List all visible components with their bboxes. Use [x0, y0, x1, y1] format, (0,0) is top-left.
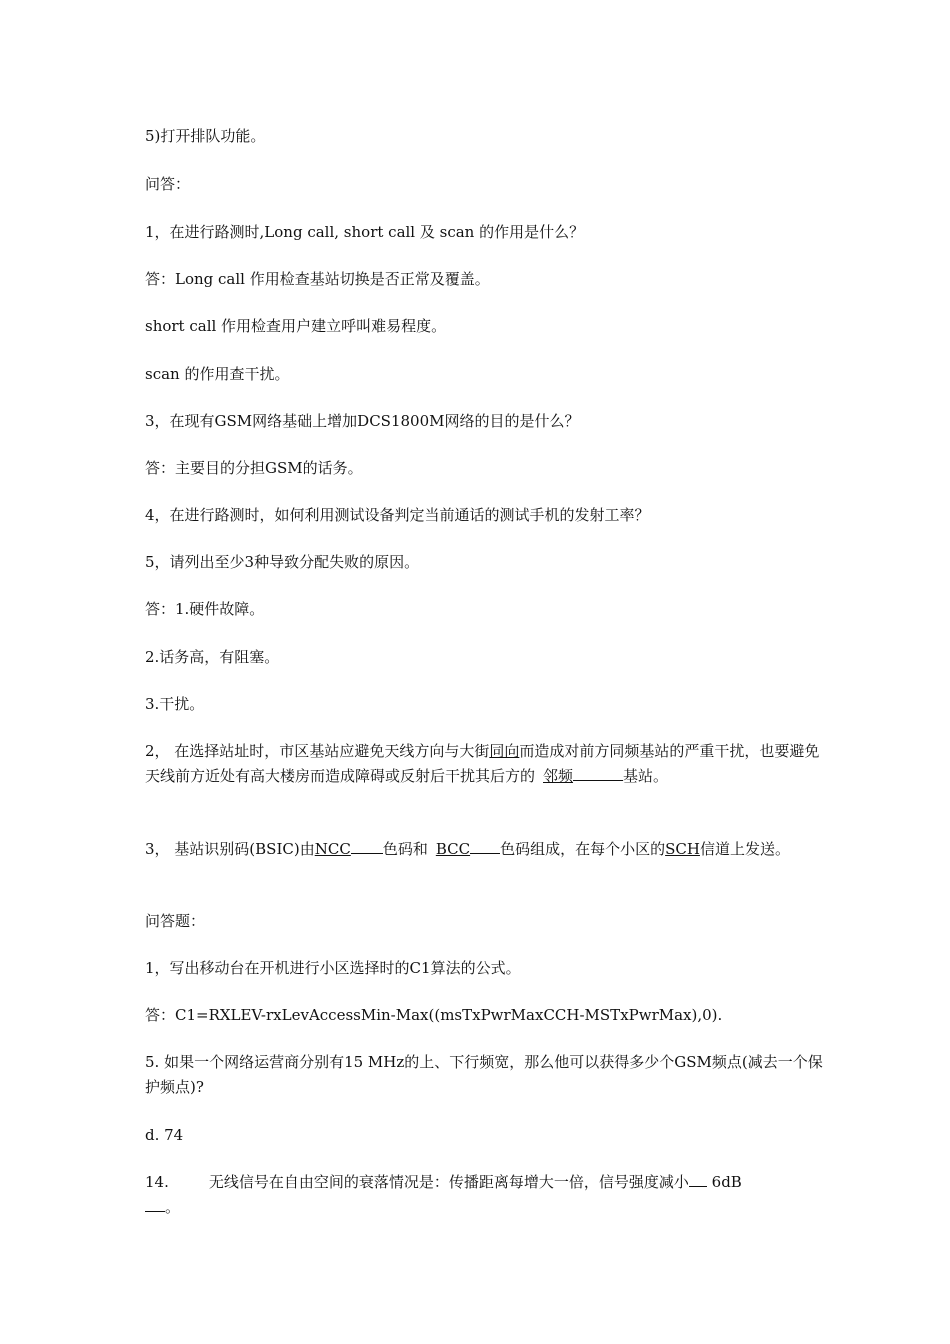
- blank-line: [689, 1170, 707, 1187]
- answer-line: scan 的作用查干扰。: [145, 365, 290, 383]
- blank-answer: SCH: [665, 840, 700, 858]
- question-line: 4，在进行路测时，如何利用测试设备判定当前通话的测试手机的发射工率？: [145, 506, 650, 524]
- answer-line: short call 作用检查用户建立呼叫难易程度。: [145, 317, 447, 335]
- answer-line: 答：C1=RXLEV-rxLevAccessMin-Max((msTxPwrMaxCCH-MSTxPwrMax),0).: [145, 1006, 723, 1024]
- blank-answer: NCC: [314, 840, 351, 858]
- question-line: 5，请列出至少3种导致分配失败的原因。: [145, 553, 420, 571]
- answer-line: 答：Long call 作用检查基站切换是否正常及覆盖。: [145, 270, 490, 288]
- answer-line: 答：1.硬件故障。: [145, 600, 265, 618]
- blank-line: [145, 1195, 165, 1212]
- blank-answer: BCC: [435, 840, 471, 858]
- answer-line: d. 74: [145, 1126, 184, 1144]
- question-line: 1，写出移动台在开机进行小区选择时的C1算法的公式。: [145, 959, 521, 977]
- answer-line: 答：主要目的分担GSM的话务。: [145, 459, 363, 477]
- answer-line: 3.干扰。: [145, 695, 205, 713]
- fill-blank-question: 14. 无线信号在自由空间的衰落情况是：传播距离每增大一倍，信号强度减小 6dB 。: [145, 1170, 825, 1220]
- blank-answer: 同向: [489, 742, 520, 760]
- blank-line: [351, 837, 383, 854]
- question-line: 3，在现有GSM网络基础上增加DCS1800M网络的目的是什么？: [145, 412, 580, 430]
- fill-blank-question: 3， 基站识别码(BSIC)由NCC 色码和 BCC 色码组成，在每个小区的SCH信道上发送。: [145, 837, 825, 862]
- section-heading: 问答：: [145, 175, 191, 193]
- text-line: 5)打开排队功能。: [145, 127, 266, 145]
- answer-line: 2.话务高，有阻塞。: [145, 648, 280, 666]
- blank-line: [470, 837, 500, 854]
- question-line: 1，在进行路测时,Long call, short call 及 scan 的作用是什么？: [145, 223, 585, 241]
- question-line: 5. 如果一个网络运营商分别有15 MHz的上、下行频宽，那么他可以获得多少个GSM频点(减去一个保护频点)?: [145, 1053, 823, 1096]
- fill-blank-question: 2， 在选择站址时，市区基站应避免天线方向与大街同向而造成对前方同频基站的严重干扰，也要避免天线前方近处有高大楼房而造成障碍或反射后干扰其后方的 邻频 基站。: [145, 742, 820, 785]
- blank-line: [573, 764, 623, 781]
- blank-answer: 邻频: [543, 767, 574, 785]
- section-heading: 问答题：: [145, 912, 206, 930]
